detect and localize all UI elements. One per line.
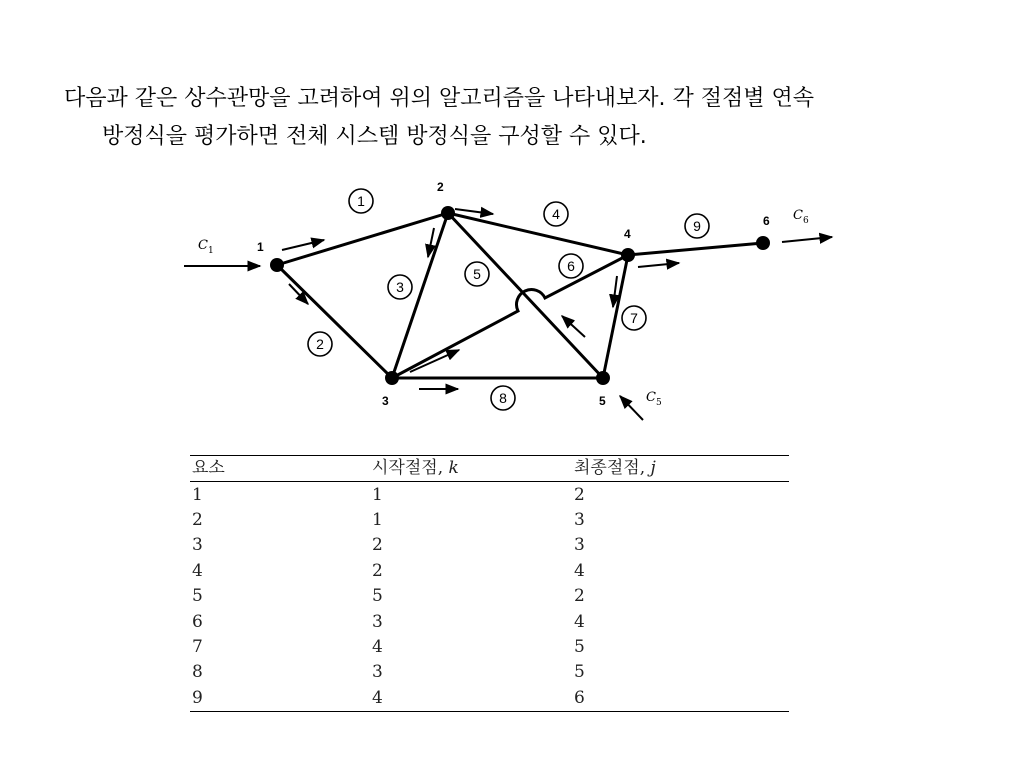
table-header-row	[190, 456, 789, 482]
svg-text:6: 6	[567, 258, 575, 274]
node-4-dot	[621, 248, 635, 262]
svg-text:1: 1	[357, 193, 365, 209]
table-row	[190, 635, 789, 660]
flow-label-c1: $C_1$	[198, 238, 214, 256]
flow-arrow-5	[562, 316, 585, 337]
table-row	[190, 533, 789, 558]
svg-text:9: 9	[693, 218, 701, 234]
svg-text:5: 5	[473, 266, 481, 282]
pipe-5	[448, 213, 603, 378]
cell-end: 6	[574, 687, 585, 708]
table-row	[190, 686, 789, 712]
cell-start: 3	[372, 662, 383, 683]
cell-start: 5	[372, 586, 383, 607]
element-label-3	[388, 275, 412, 299]
cell-start: 3	[372, 611, 383, 632]
node-label-2: 2	[437, 180, 444, 194]
cell-element: 6	[192, 611, 203, 632]
cell-element: 4	[192, 560, 203, 581]
svg-text:2: 2	[316, 336, 324, 352]
cell-end: 2	[574, 484, 585, 505]
cell-element: 2	[192, 509, 203, 530]
element-label-7	[622, 306, 646, 330]
node-3-dot	[385, 371, 399, 385]
table-body	[190, 482, 789, 712]
element-label-4	[544, 202, 568, 226]
cell-end: 2	[574, 586, 585, 607]
element-table	[190, 455, 789, 712]
table-row	[190, 584, 789, 609]
cell-element: 5	[192, 586, 203, 607]
intro-line-2: 방정식을 평가하면 전체 시스템 방정식을 구성할 수 있다.	[102, 124, 647, 149]
header-element: 요소	[192, 458, 225, 479]
flow-arrow-6	[410, 350, 459, 372]
cell-end: 5	[574, 662, 585, 683]
element-label-9	[685, 214, 709, 238]
node-label-6: 6	[763, 214, 770, 228]
cell-end: 3	[574, 509, 585, 530]
header-start-node: 시작절점, k	[372, 458, 459, 479]
flow-label-c6: $C_6$	[793, 208, 809, 226]
cell-start: 1	[372, 509, 383, 530]
table-row	[190, 482, 789, 508]
cell-start: 4	[372, 636, 383, 657]
flow-arrow-4	[455, 209, 493, 214]
cell-element: 8	[192, 662, 203, 683]
node-1-dot	[270, 258, 284, 272]
header-end-node: 최종절점, j	[574, 458, 656, 479]
element-label-5	[465, 262, 489, 286]
svg-text:4: 4	[552, 206, 560, 222]
node-2-dot	[441, 206, 455, 220]
pipe-1	[277, 213, 448, 265]
table-row	[190, 559, 789, 584]
cell-start: 2	[372, 535, 383, 556]
cell-element: 7	[192, 636, 203, 657]
node-label-3: 3	[382, 394, 389, 408]
cell-element: 3	[192, 535, 203, 556]
node-5-dot	[596, 371, 610, 385]
node-label-5: 5	[599, 394, 606, 408]
element-label-6	[559, 254, 583, 278]
pipe-9	[628, 243, 763, 255]
inflow-arrow-c5	[620, 396, 643, 420]
cell-end: 3	[574, 535, 585, 556]
flow-arrow-1	[282, 240, 324, 250]
pipe-4	[448, 213, 628, 255]
flow-label-c5: $C_5$	[646, 390, 662, 408]
table-row	[190, 660, 789, 685]
outflow-arrow-c6	[782, 237, 832, 242]
element-label-8	[491, 386, 515, 410]
node-6-dot	[756, 236, 770, 250]
pipe-2	[277, 265, 392, 378]
cell-end: 5	[574, 636, 585, 657]
node-label-4: 4	[624, 227, 631, 241]
element-label-2	[308, 332, 332, 356]
flow-arrow-9	[638, 263, 679, 267]
table-row	[190, 609, 789, 634]
cell-start: 1	[372, 484, 383, 505]
svg-text:8: 8	[499, 390, 507, 406]
flow-arrow-7	[613, 276, 617, 307]
node-label-1: 1	[257, 240, 264, 254]
svg-text:7: 7	[630, 310, 638, 326]
intro-line-1: 다음과 같은 상수관망을 고려하여 위의 알고리즘을 나타내보자. 각 절점별 연속	[64, 86, 814, 111]
cell-element: 1	[192, 484, 203, 505]
cell-start: 2	[372, 560, 383, 581]
cell-start: 4	[372, 687, 383, 708]
cell-end: 4	[574, 560, 585, 581]
table-row	[190, 508, 789, 533]
element-label-1	[349, 189, 373, 213]
cell-element: 9	[192, 687, 203, 708]
cell-end: 4	[574, 611, 585, 632]
svg-text:3: 3	[396, 279, 404, 295]
